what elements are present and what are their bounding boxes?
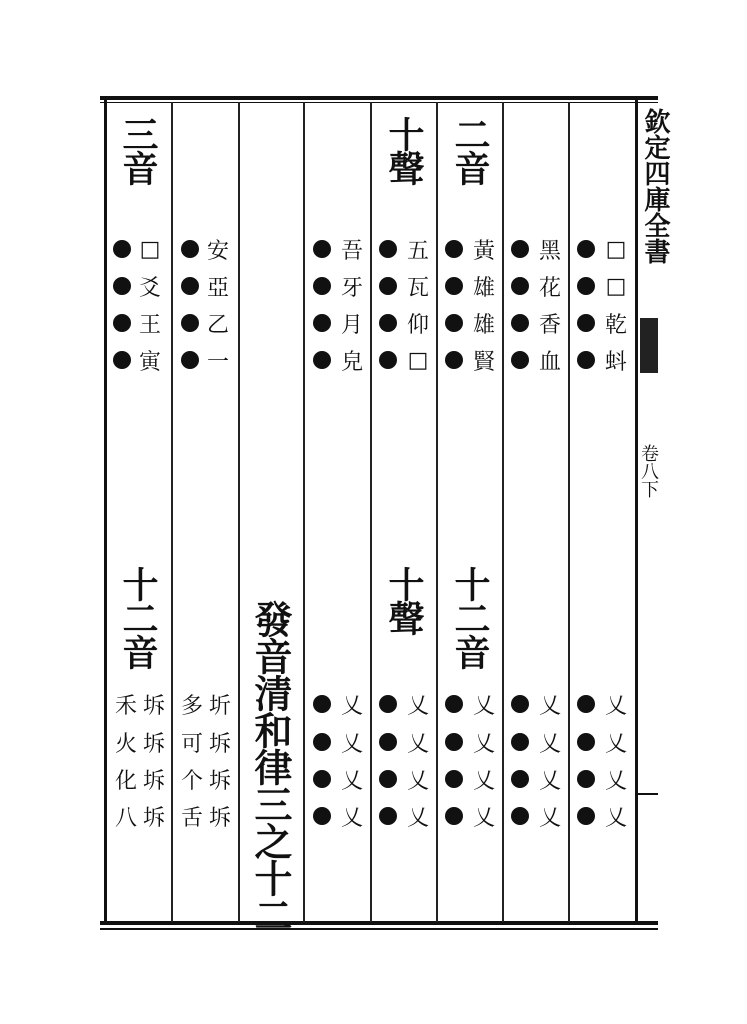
- rhyme-char: 乂: [340, 768, 363, 794]
- rhyme-char: 坼: [208, 731, 231, 757]
- frame-top-rule: [100, 96, 658, 100]
- rhyme-char: 舌: [180, 805, 203, 831]
- rhyme-char: 乂: [472, 768, 495, 794]
- rhyme-char: 乾: [604, 312, 627, 338]
- rhyme-char: 可: [180, 731, 203, 757]
- heading-shi-sheng-bottom: 十聲: [383, 566, 425, 634]
- rhyme-char: 安: [206, 238, 229, 264]
- frame-top-rule-inner: [100, 102, 658, 103]
- column-rule: [370, 102, 372, 922]
- margin-short-rule: [638, 793, 658, 795]
- heading-shi-er-yin-left: 十二音: [117, 566, 159, 668]
- rhyme-char: 王: [138, 312, 161, 338]
- rhyme-char: 乂: [604, 805, 627, 831]
- rhyme-char: 乂: [472, 731, 495, 757]
- column-rule: [303, 102, 305, 922]
- rhyme-char: 乂: [604, 731, 627, 757]
- rhyme-char: 坼: [142, 805, 165, 831]
- rhyme-char: 乂: [538, 768, 561, 794]
- rhyme-char: 禾: [114, 693, 137, 719]
- column-rule: [568, 102, 570, 922]
- rhyme-char: 雄: [472, 312, 495, 338]
- rhyme-char: 花: [538, 275, 561, 301]
- heading-er-yin: 二音: [449, 116, 491, 184]
- rhyme-char: 个: [180, 768, 203, 794]
- rhyme-char: 香: [538, 312, 561, 338]
- rhyme-char: 仰: [406, 312, 429, 338]
- rhyme-char: 黃: [472, 238, 495, 264]
- heading-shi-sheng-top: 十聲: [383, 116, 425, 184]
- rhyme-char: 坼: [208, 768, 231, 794]
- rhyme-char: □: [407, 347, 429, 373]
- rhyme-char: 五: [406, 238, 429, 264]
- rhyme-char: 化: [114, 768, 137, 794]
- book-title: 欽定四庫全書: [640, 108, 670, 264]
- rhyme-char: 爻: [138, 275, 161, 301]
- rhyme-char: 乂: [406, 693, 429, 719]
- column-rule: [238, 102, 240, 922]
- rhyme-char: 皃: [340, 349, 363, 375]
- rhyme-char: 坼: [142, 693, 165, 719]
- rhyme-char: 坼: [142, 731, 165, 757]
- rhyme-char: 乂: [406, 805, 429, 831]
- rhyme-char: 蚪: [604, 349, 627, 375]
- frame-bottom-rule: [100, 921, 658, 925]
- rhyme-char: 亞: [206, 275, 229, 301]
- rhyme-char: 乂: [604, 693, 627, 719]
- rhyme-char: 寅: [138, 349, 161, 375]
- rhyme-char: 乂: [538, 805, 561, 831]
- margin-seal-mark: [640, 318, 658, 373]
- rhyme-char: 月: [340, 312, 363, 338]
- rhyme-char: 瓦: [406, 275, 429, 301]
- frame-bottom-rule-inner: [100, 928, 658, 930]
- heading-san-yin: 三音: [117, 116, 159, 184]
- heading-shi-er-yin-right: 十二音: [449, 566, 491, 668]
- rhyme-char: 賢: [472, 349, 495, 375]
- rhyme-char: 乂: [340, 731, 363, 757]
- rhyme-char: 乂: [538, 731, 561, 757]
- rhyme-char: 乙: [206, 312, 229, 338]
- rhyme-char: 乂: [604, 768, 627, 794]
- rhyme-char: 乂: [472, 693, 495, 719]
- rhyme-char: 乂: [538, 693, 561, 719]
- rhyme-char: □: [139, 236, 161, 262]
- column-rule: [436, 102, 438, 922]
- rhyme-char: 坼: [208, 805, 231, 831]
- column-rule: [171, 102, 173, 922]
- column-rule: [502, 102, 504, 922]
- rhyme-char: 牙: [340, 275, 363, 301]
- rhyme-char: 一: [206, 349, 229, 375]
- rhyme-char: 乂: [406, 731, 429, 757]
- rhyme-char: 八: [114, 805, 137, 831]
- rhyme-char: 吾: [340, 238, 363, 264]
- rhyme-char: □: [605, 273, 627, 299]
- section-title: 發音清和律三之十二: [248, 600, 293, 933]
- rhyme-char: 血: [538, 349, 561, 375]
- rhyme-char: 圻: [208, 693, 231, 719]
- rhyme-char: 火: [114, 731, 137, 757]
- rhyme-char: 乂: [340, 805, 363, 831]
- rhyme-char: 乂: [340, 693, 363, 719]
- volume-label: 卷八下: [638, 444, 659, 498]
- rhyme-char: 乂: [472, 805, 495, 831]
- rhyme-char: 乂: [406, 768, 429, 794]
- rhyme-char: 雄: [472, 275, 495, 301]
- rhyme-char: □: [605, 236, 627, 262]
- rhyme-char: 多: [180, 693, 203, 719]
- rhyme-char: 黑: [538, 238, 561, 264]
- rhyme-char: 坼: [142, 768, 165, 794]
